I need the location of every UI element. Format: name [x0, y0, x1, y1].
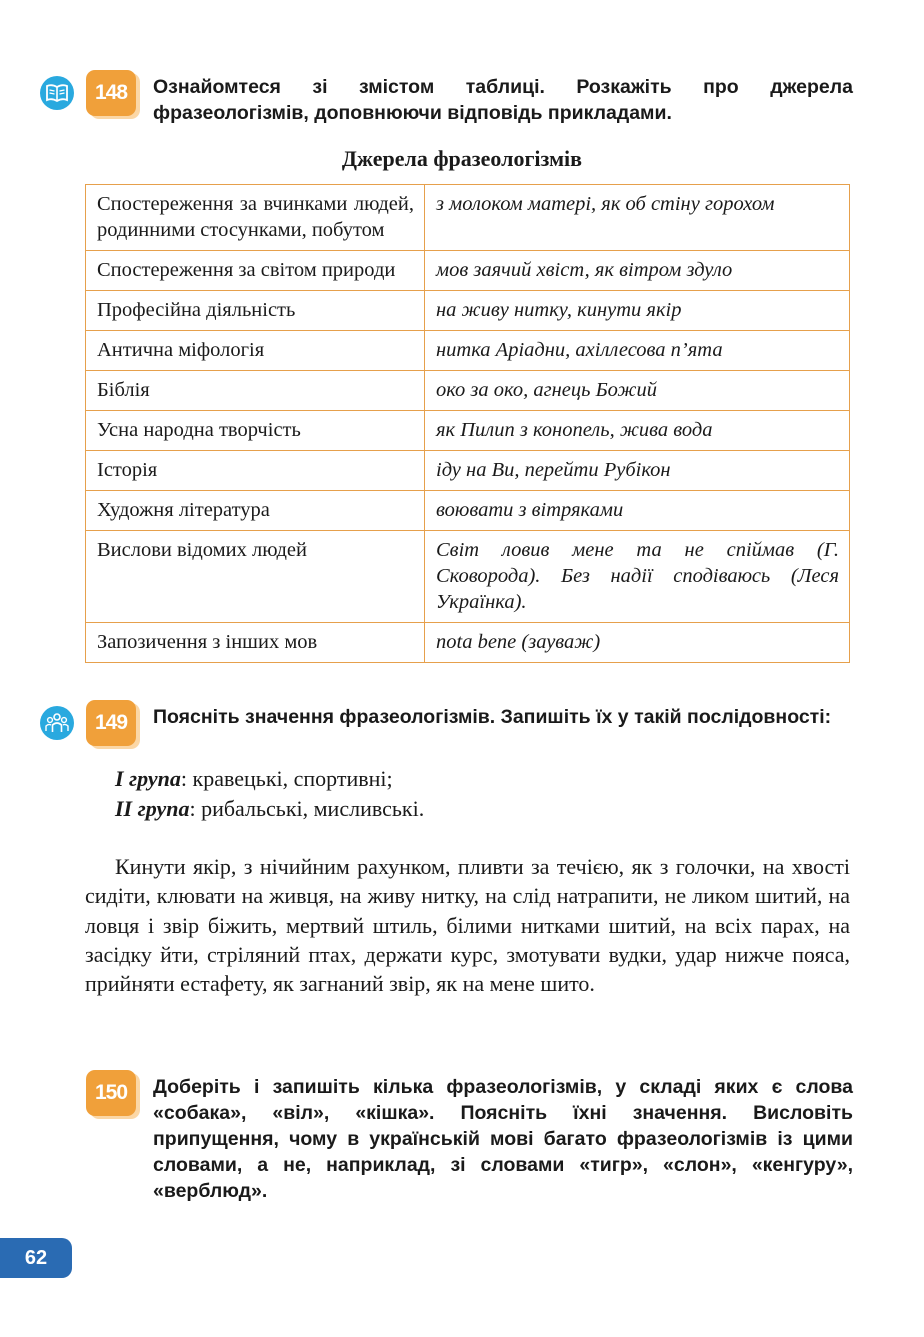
source-cell: Усна народна творчість	[86, 411, 425, 451]
source-cell: Антична міфологія	[86, 331, 425, 371]
example-cell: мов заячий хвіст, як вітром здуло	[425, 251, 850, 291]
source-cell: Спостереження за вчинками людей, родинними стосунками, побутом	[86, 185, 425, 251]
table-row	[86, 491, 850, 531]
table-row	[86, 371, 850, 411]
task-instruction: Ознайомтеся зі змістом таблиці. Розкажіть про джерела фразеологізмів, доповнюючи відповідь прикладами.	[153, 76, 853, 124]
table-title: Джерела фразеологізмів	[341, 146, 583, 171]
example-cell: Світ ловив мене та не спіймав (Г. Сковорода). Без надії сподіваюсь (Леся Українка).	[425, 531, 850, 623]
group-line: II група: рибальські, мисливські.	[115, 796, 425, 821]
source-cell: Спостереження за світом природи	[86, 251, 425, 291]
source-cell: Вислови відомих людей	[86, 531, 425, 623]
task-148	[40, 74, 852, 124]
group-line: I група: кравецькі, спортивні;	[115, 766, 393, 791]
task-150	[40, 1074, 853, 1202]
source-cell: Художня література	[86, 491, 425, 531]
group-icon	[40, 706, 74, 740]
book-icon	[40, 76, 74, 110]
table-row	[86, 451, 850, 491]
table-row	[86, 331, 850, 371]
task-instruction: Доберіть і запишіть кілька фразеологізмів, у складі яких є слова «собака», «віл», «кішка». Поясніть їхні значення. Висловіть припущення, чому в українській мові багато фразеологізмів із цими словами, а не, наприклад, зі словами «тигр», «слон», «кенгуру», «верблюд».	[153, 1076, 853, 1202]
task-instruction: Поясніть значення фразеологізмів. Запишіть їх у такій послідовності:	[153, 706, 832, 728]
table-row	[86, 411, 850, 451]
group-items: кравецькі, спортивні;	[192, 766, 393, 791]
task-number: 149	[86, 700, 136, 746]
example-cell: з молоком матері, як об стіну горохом	[425, 185, 850, 251]
source-cell: Біблія	[86, 371, 425, 411]
group-list	[115, 764, 424, 824]
group-items: рибальські, мисливські.	[201, 796, 425, 821]
table-row	[86, 531, 850, 623]
page-number: 62	[0, 1238, 72, 1278]
example-cell: як Пилип з конопель, жива вода	[425, 411, 850, 451]
task-number: 148	[86, 70, 136, 116]
example-cell: нитка Аріадни, ахіллесова п’ята	[425, 331, 850, 371]
group-label: II група	[115, 796, 190, 821]
example-cell: око за око, агнець Божий	[425, 371, 850, 411]
source-cell: Професійна діяльність	[86, 291, 425, 331]
phraseology-sources-table	[85, 184, 850, 663]
table-row	[86, 623, 850, 663]
task-149	[40, 704, 852, 754]
example-cell: nota bene (зауваж)	[425, 623, 850, 663]
task-number: 150	[86, 1070, 136, 1116]
source-cell: Історія	[86, 451, 425, 491]
phraseology-list-paragraph: Кинути якір, з нічийним рахунком, пливти за течією, як з голочки, на хвості сидіти, клювати на живця, на живу нитку, на слід натрапити, не ликом шитий, на ловця і звір біжить, мертвий штиль, білими нитками шитий, на всіх парах, на засідку йти, стріляний птах, держати курс, змотувати вудки, удар нижче пояса, прийняти естафету, як загнаний звір, як на мене шито.	[85, 854, 850, 997]
table-row	[86, 251, 850, 291]
table-row	[86, 185, 850, 251]
example-cell: на живу нитку, кинути якір	[425, 291, 850, 331]
source-cell: Запозичення з інших мов	[86, 623, 425, 663]
example-cell: іду на Ви, перейти Рубікон	[425, 451, 850, 491]
table-row	[86, 291, 850, 331]
example-cell: воювати з вітряками	[425, 491, 850, 531]
group-label: I група	[115, 766, 181, 791]
